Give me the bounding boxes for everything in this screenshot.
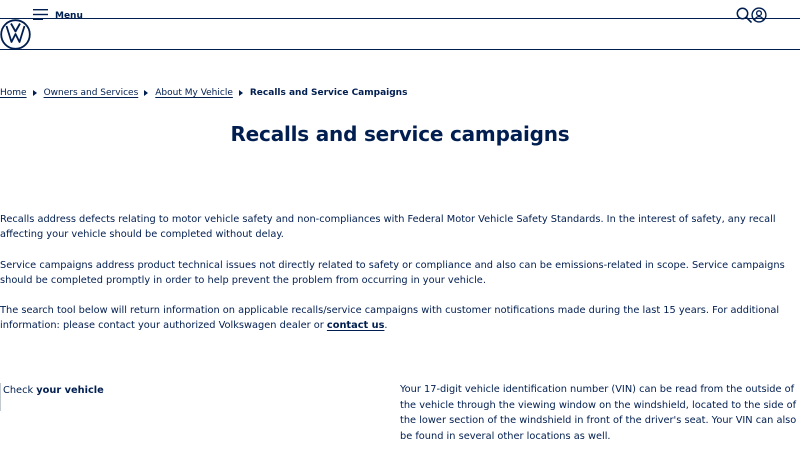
breadcrumb-arrow-icon bbox=[239, 90, 243, 96]
search-tool-paragraph bbox=[0, 303, 790, 333]
search-tool-text: The search tool below will return information on applicable recalls/service campaigns with customer notifications made during the last 15 years. For additional information: please contact your authorized Volkswagen dealer or bbox=[0, 305, 780, 331]
breadcrumb-about-my-vehicle[interactable]: About My Vehicle bbox=[155, 88, 233, 98]
breadcrumb-home[interactable]: Home bbox=[0, 88, 27, 98]
search-tool-text-end: . bbox=[384, 320, 388, 331]
user-account-icon[interactable] bbox=[751, 7, 767, 23]
breadcrumb-arrow-icon bbox=[144, 90, 148, 96]
intro-recalls-paragraph: Recalls address defects relating to motor vehicle safety and non-compliances with Federal Motor Vehicle Safety Standards. In the interest of safety, any recall affecting your vehicle should be completed without delay. bbox=[0, 214, 776, 240]
contact-us-link[interactable]: contact us bbox=[326, 320, 385, 331]
vw-logo-icon[interactable] bbox=[0, 19, 31, 50]
service-campaigns-paragraph: Service campaigns address product technical issues not directly related to safety or compliance and also can be emissions-related in scope. Service campaigns should be completed promptly in order to help prevent the problem from occurring in your vehicle. bbox=[0, 260, 785, 286]
breadcrumb-owners-and-services[interactable]: Owners and Services bbox=[43, 88, 139, 98]
header-top-line bbox=[0, 18, 800, 19]
site-header bbox=[0, 0, 800, 52]
menu-label: Menu bbox=[55, 11, 83, 21]
search-icon[interactable] bbox=[736, 7, 752, 23]
check-prefix: Check bbox=[3, 385, 37, 396]
breadcrumb-arrow-icon bbox=[33, 90, 37, 96]
vin-info-text: Your 17-digit vehicle identification number (VIN) can be read from the outside of the vehicle through the viewing window on the windshield, located to the side of the lower section of the windshield in front of the driver's seat. Your VIN can also be found in several other locations as well. bbox=[400, 384, 797, 442]
header-bottom-line bbox=[0, 49, 800, 50]
check-your-vehicle-heading bbox=[0, 383, 104, 411]
hamburger-menu-icon bbox=[33, 9, 48, 20]
breadcrumb-current: Recalls and Service Campaigns bbox=[249, 88, 408, 98]
breadcrumb bbox=[0, 86, 407, 100]
check-bold: your vehicle bbox=[36, 385, 104, 396]
menu-button[interactable] bbox=[33, 7, 83, 21]
page-title: Recalls and service campaigns bbox=[230, 122, 570, 146]
